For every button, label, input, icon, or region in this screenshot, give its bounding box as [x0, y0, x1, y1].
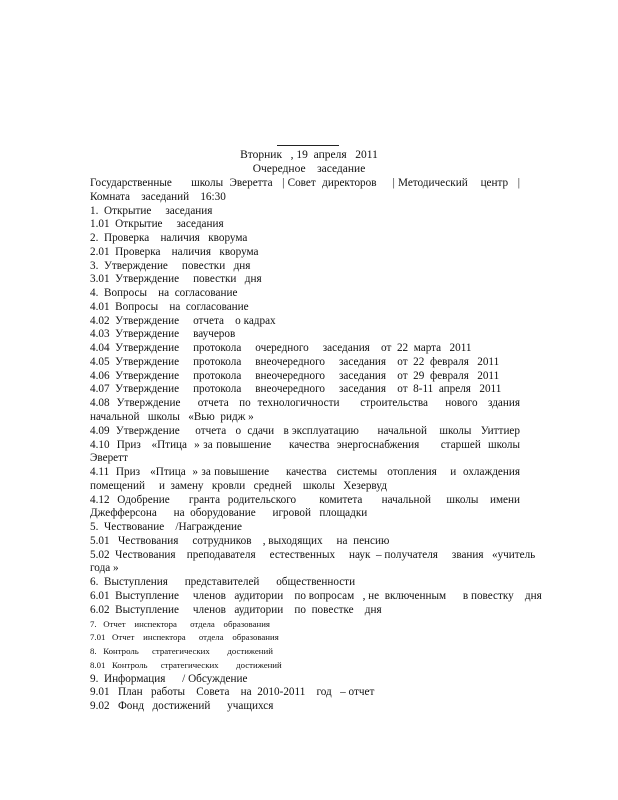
header-rule: [277, 145, 339, 146]
agenda-line: 4.07 Утверждение протокола внеочередного заседания от 8-11 апреля 2011: [90, 383, 502, 396]
agenda-line: 4.05 Утверждение протокола внеочередного заседания от 22 февраля 2011: [90, 355, 500, 368]
agenda-line: 4.08 Утверждение отчета по технологичности строительства нового здания: [90, 397, 520, 410]
agenda-line: 6. Выступления представителей общественности: [90, 576, 356, 589]
agenda-line: 3. Утверждение повестки дня: [90, 259, 251, 272]
meeting-date: Вторник , 19 апреля 2011: [240, 149, 378, 161]
agenda-line: 9. Информация / Обсуждение: [90, 672, 248, 685]
agenda-line: 4.11 Приз «Птица » за повышение качества системы отопления и охлаждения: [90, 466, 520, 479]
agenda-line: 7. Отчет инспектора отдела образования: [90, 618, 270, 629]
agenda-line: Государственные школы Эверетта | Совет директоров | Методический центр |: [90, 177, 520, 189]
agenda-line: Джефферсона на оборудование игровой площадки: [90, 507, 368, 520]
meeting-type: Очередное заседание: [252, 163, 366, 175]
agenda-line: 2.01 Проверка наличия кворума: [90, 245, 259, 258]
agenda-line: 8.01 Контроль стратегических достижений: [90, 659, 282, 670]
agenda-line: 5.02 Чествования преподавателя естественных наук – получателя звания «учитель: [90, 548, 536, 561]
agenda-line: 8. Контроль стратегических достижений: [90, 646, 273, 657]
agenda-line: 5.01 Чествования сотрудников , выходящих на пенсию: [90, 534, 390, 547]
agenda-line: начальной школы «Вью ридж »: [90, 411, 254, 424]
agenda-line: 9.02 Фонд достижений учащихся: [90, 700, 274, 713]
agenda-line: 4.01 Вопросы на согласование: [90, 300, 249, 313]
agenda-line: 4.03 Утверждение ваучеров: [90, 328, 236, 341]
agenda-line: 6.02 Выступление членов аудитории по повестке дня: [90, 603, 382, 616]
agenda-line: 2. Проверка наличия кворума: [90, 232, 248, 245]
agenda-line: 9.01 План работы Совета на 2010-2011 год – отчет: [90, 686, 375, 699]
agenda-line: 1. Открытие заседания: [90, 204, 213, 217]
agenda-body: [90, 177, 542, 714]
agenda-line: Комната заседаний 16:30: [90, 190, 226, 203]
agenda-line: года »: [90, 562, 119, 575]
agenda-line: 3.01 Утверждение повестки дня: [90, 273, 262, 286]
agenda-line: 4.12 Одобрение гранта родительского комитета начальной школы имени: [90, 493, 520, 506]
agenda-line: 4.02 Утверждение отчета о кадрах: [90, 314, 276, 327]
agenda-line: 4.04 Утверждение протокола очередного заседания от 22 марта 2011: [90, 342, 472, 355]
agenda-line: 4. Вопросы на согласование: [90, 287, 238, 300]
agenda-line: Эверетт: [90, 452, 128, 465]
agenda-line: 7.01 Отчет инспектора отдела образования: [90, 632, 279, 643]
agenda-line: 5. Чествование /Награждение: [90, 521, 243, 534]
agenda-line: 1.01 Открытие заседания: [90, 218, 224, 231]
agenda-line: 4.10 Приз «Птица » за повышение качества энергоснабжения старшей школы: [90, 438, 520, 451]
agenda-line: 4.09 Утверждение отчета о сдачи в эксплуатацию начальной школы Уиттиер: [90, 424, 520, 437]
agenda-line: 4.06 Утверждение протокола внеочередного заседания от 29 февраля 2011: [90, 369, 500, 382]
agenda-line: 6.01 Выступление членов аудитории по вопросам , не включенным в повестку дня: [90, 589, 542, 602]
agenda-line: помещений и замену кровли средней школы Хезервуд: [90, 479, 387, 492]
